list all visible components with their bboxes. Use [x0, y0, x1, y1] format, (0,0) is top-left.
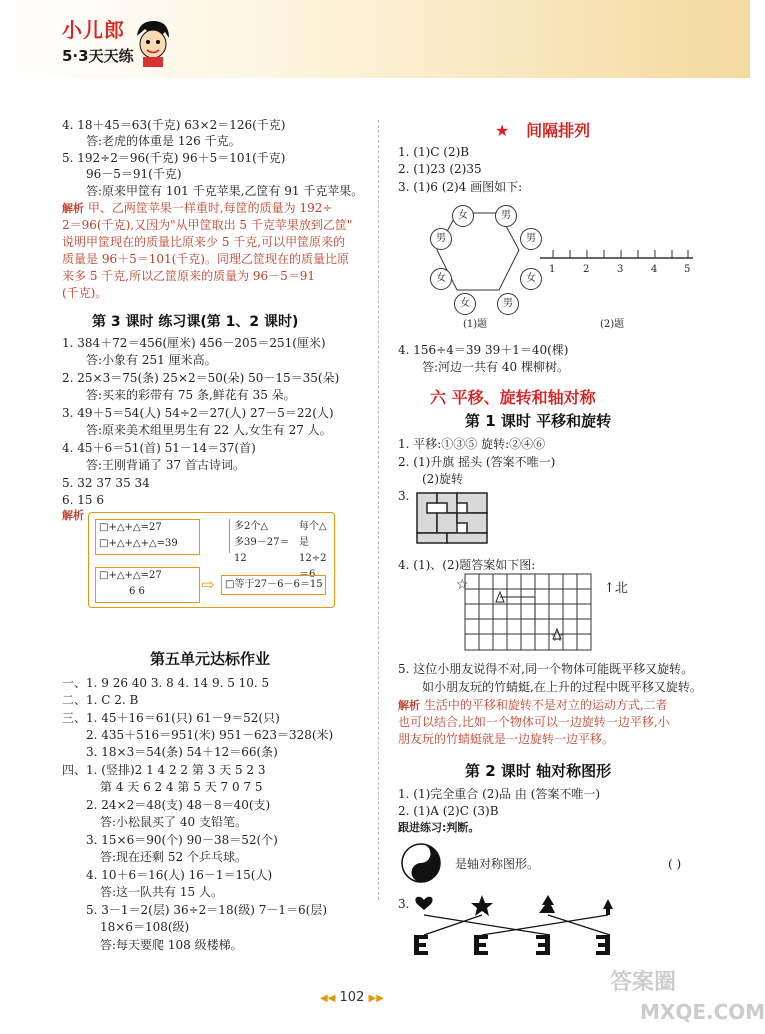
- answer-line: 答:买来的彩带有 75 条,鲜花有 35 朵。: [86, 388, 296, 402]
- tick-label: 5: [684, 264, 691, 275]
- follow-up-label: 跟进练习:判断。: [398, 821, 480, 834]
- star-icon: ★: [495, 121, 510, 140]
- result-box: □等于27－6－6＝15: [221, 575, 326, 595]
- answer-line: 二、1. C 2. B: [62, 693, 139, 707]
- answer-line: 2. 25×3＝75(条) 25×2＝50(朵) 50－15＝35(朵): [62, 371, 340, 385]
- ring-figure: [415, 195, 540, 315]
- equation-text: □+△+△+△=39: [99, 538, 178, 549]
- answer-line: 6. 15 6: [62, 493, 104, 507]
- matching-figure: [410, 893, 635, 958]
- ring-node: 男: [495, 205, 517, 227]
- arrow-up-icon: ↑: [604, 581, 615, 596]
- answer-line: 2. 24×2＝48(支) 48－8＝40(支): [86, 798, 271, 812]
- answer-line: 3. 15×6＝90(个) 90－38＝52(个): [86, 833, 278, 847]
- ring-node: 男: [520, 228, 542, 250]
- star-icon: ☆: [551, 629, 564, 645]
- answer-line: 一、1. 9 26 40 3. 8 4. 14 9. 5 10. 5: [62, 676, 270, 690]
- analysis-tag: 解析: [62, 509, 84, 522]
- answer-line: 答:每天要爬 108 级楼梯。: [100, 938, 243, 952]
- grid-figure: [465, 574, 595, 654]
- section-title: [495, 118, 590, 141]
- ring-node: 女: [454, 293, 476, 315]
- answer-line: 答:这一队共有 15 人。: [100, 885, 223, 899]
- judge-statement: 是轴对称图形。: [455, 857, 540, 871]
- tick-label: 2: [583, 264, 590, 275]
- tick-label: 4: [651, 264, 658, 275]
- answer-line: 1. 384＋72＝456(厘米) 456－205＝251(厘米): [62, 336, 326, 350]
- answer-line: 答:原来甲筐有 101 千克苹果,乙筐有 91 千克苹果。: [86, 184, 364, 198]
- answer-line: 四、1. (竖排)2 1 4 2 2 第 3 天 5 2 3: [62, 763, 266, 777]
- page-number-text: 102: [339, 990, 365, 1005]
- answer-line: 2. (1)23 (2)35: [398, 162, 482, 176]
- figure-caption: (2)题: [600, 319, 625, 330]
- answer-line: 3. 49＋5＝54(人) 54÷2＝27(人) 27－5＝22(人): [62, 406, 334, 420]
- column-divider: [378, 120, 379, 900]
- watermark: MXQE.COM: [640, 1000, 765, 1024]
- answer-line: 第 4 天 6 2 4 第 5 天 7 0 7 5: [100, 780, 263, 794]
- page-header: [0, 0, 750, 78]
- north-label: 北: [614, 581, 628, 596]
- answer-line: 5. 192÷2＝96(千克) 96＋5＝101(千克): [62, 151, 286, 165]
- answer-line: 4. 45＋6＝51(首) 51－14＝37(首): [62, 441, 256, 455]
- analysis-line: [62, 201, 332, 216]
- analysis-line: 质量是 96＋5＝101(千克)。同理乙筐现在的质量比原: [62, 252, 349, 266]
- answer-line: 1. 平移:①③⑤ 旋转:②④⑥: [398, 437, 546, 451]
- ring-node: 女: [520, 268, 542, 290]
- analysis-line: [398, 698, 668, 713]
- page-number: [320, 990, 384, 1005]
- tick-label: 1: [549, 264, 556, 275]
- answer-line: 4. 18＋45＝63(千克) 63×2＝126(千克): [62, 118, 286, 132]
- arrows-left-icon: ◀◀: [320, 993, 336, 1004]
- answer-line: (2)旋转: [422, 472, 463, 486]
- difference-note: [229, 519, 296, 564]
- answer-line: 5. 3－1＝2(层) 36÷2＝18(级) 7－1＝6(层): [86, 903, 328, 917]
- figure-caption: (1)题: [463, 319, 488, 330]
- analysis-line: 也可以结合,比如一个物体可以一边旋转一边平移,小: [398, 715, 670, 729]
- lesson-title: 第 1 课时 平移和旋转: [465, 412, 612, 430]
- equation-text: □+△+△=27: [99, 522, 162, 533]
- analysis-line: 说明甲筐现在的质量比原来少 5 千克,可以甲筐原来的: [62, 235, 346, 249]
- tick-marks: [553, 250, 688, 258]
- note-text: 是12÷2＝6: [299, 537, 327, 580]
- answer-line: 2. (1)A (2)C (3)B: [398, 804, 499, 818]
- note-text: 每个△: [299, 521, 327, 532]
- answer-line: 三、1. 45＋16＝61(只) 61－9＝52(只): [62, 711, 280, 725]
- note-text: 多2个△: [234, 521, 269, 532]
- answer-line: 96－5＝91(千克): [86, 167, 182, 181]
- answer-line: 如小朋友玩的竹蜻蜓,在上升的过程中既平移又旋转。: [422, 680, 702, 694]
- answer-line: 3.: [398, 489, 410, 503]
- answer-line: 4. 156÷4＝39 39＋1＝40(棵): [398, 343, 569, 357]
- analysis-text: 生活中的平移和旋转不是对立的运动方式,二者: [423, 698, 668, 712]
- answer-line: 答:现在还剩 52 个乒乓球。: [100, 850, 247, 864]
- lesson-title: 第 2 课时 轴对称图形: [465, 762, 612, 780]
- tick-label: 3: [617, 264, 624, 275]
- lesson-title: 第 3 课时 练习课(第 1、2 课时): [92, 314, 299, 330]
- analysis-line: 来多 5 千克,所以乙筐原来的质量为 96－5＝91: [62, 269, 316, 283]
- answer-line: 2. (1)升旗 摇头 (答案不唯一): [398, 455, 556, 469]
- answer-line: 答:原来美术组里男生有 22 人,女生有 27 人。: [86, 423, 332, 437]
- answer-line: 4. (1)、(2)题答案如下图:: [398, 558, 536, 572]
- answer-line: 2. 435＋516＝951(米) 951－623＝328(米): [86, 728, 334, 742]
- analysis-line: 2＝96(千克),又因为"从甲筐取出 5 千克苹果放到乙筐": [62, 218, 353, 232]
- ring-node: 男: [430, 228, 452, 250]
- answer-line: 3. (1)6 (2)4 画图如下:: [398, 180, 523, 194]
- puzzle-figure: [412, 488, 492, 548]
- section-title-text: 间隔排列: [526, 121, 591, 140]
- answer-line: 答:老虎的体重是 126 千克。: [86, 134, 241, 148]
- arrows-right-icon: ▶▶: [368, 993, 384, 1004]
- triangle-value-note: [299, 519, 333, 580]
- answer-line: 5. 这位小朋友说得不对,同一个物体可能既平移又旋转。: [398, 662, 694, 676]
- unit-title: 六 平移、旋转和轴对称: [430, 388, 596, 407]
- answer-line: 1. (1)C (2)B: [398, 145, 470, 159]
- answer-line: 答:小松鼠买了 40 支铅笔。: [100, 815, 247, 829]
- equation-box: [95, 519, 200, 555]
- analysis-diagram: [88, 512, 335, 608]
- answer-line: 3. 18×3＝54(条) 54＋12＝66(条): [86, 745, 278, 759]
- mascot-icon: [133, 18, 173, 68]
- star-icon: ☆: [456, 577, 469, 593]
- analysis-line: (千克)。: [62, 286, 108, 300]
- unit-title: 第五单元达标作业: [150, 650, 271, 668]
- compass-north: [604, 582, 628, 596]
- ring-node: 男: [497, 293, 519, 315]
- answer-line: 1. (1)完全重合 (2)品 由 (答案不唯一): [398, 787, 601, 801]
- answer-line: 5. 32 37 35 34: [62, 476, 150, 490]
- equation-text: 6 6: [129, 586, 145, 597]
- equation-box: [95, 567, 200, 603]
- judge-answer-paren: ( ): [668, 857, 682, 871]
- ring-node: 女: [452, 205, 474, 227]
- answer-line: 18×6＝108(级): [100, 920, 190, 934]
- analysis-tag: 解析: [398, 699, 420, 712]
- answer-line: 答:河边一共有 40 棵柳树。: [422, 360, 569, 374]
- analysis-text: 甲、乙两筐苹果一样重时,每筐的质量为 192÷: [87, 201, 333, 215]
- answer-line: 答:王刚背诵了 37 首古诗词。: [86, 458, 245, 472]
- answer-line: 4. 10＋6＝16(人) 16－1＝15(人): [86, 868, 273, 882]
- logo-subtitle: 5·3天天练: [62, 47, 134, 65]
- note-text: 多39－27＝12: [234, 537, 290, 564]
- arrow-icon: ⇨: [201, 575, 215, 594]
- analysis-line: 朋友玩的竹蜻蜓就是一边旋转一边平移。: [398, 732, 615, 746]
- watermark: 答案圈: [610, 970, 677, 995]
- equation-text: □+△+△=27: [99, 570, 162, 581]
- ring-node: 女: [430, 268, 452, 290]
- yin-yang-icon: [400, 842, 442, 884]
- logo-title: 小儿郎: [62, 18, 125, 42]
- brand-logo: [62, 14, 134, 66]
- answer-line: 3.: [398, 897, 410, 911]
- analysis-tag: 解析: [62, 202, 84, 215]
- answer-line: 答:小象有 251 厘米高。: [86, 353, 217, 367]
